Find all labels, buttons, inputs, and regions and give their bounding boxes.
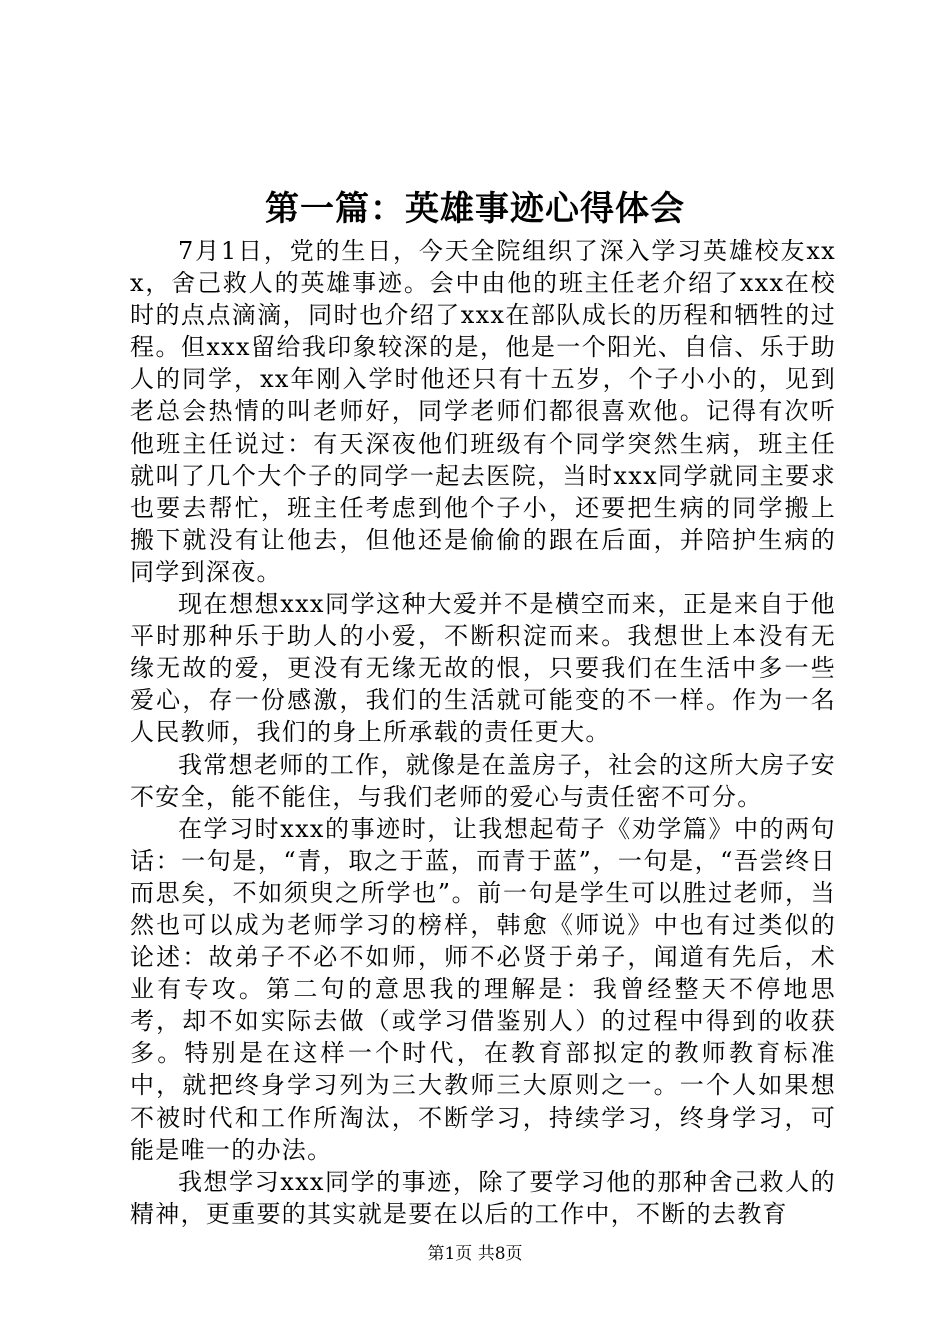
paragraph-3: 我常想老师的工作，就像是在盖房子，社会的这所大房子安不安全，能不能住，与我们老师的爱心与责任密不可分。: [130, 750, 836, 811]
paragraph-1: 7月1日，党的生日，今天全院组织了深入学习英雄校友xxx，舍己救人的英雄事迹。会中由他的班主任老介绍了xxx在校时的点点滴滴，同时也介绍了xxx在部队成长的历程和牺牲的过程。但xxx留给我印象较深的是，他是一个阳光、自信、乐于助人的同学，xx年刚入学时他还只有十五岁，个子小小的，见到老总会热情的叫老师好，同学老师们都很喜欢他。记得有次听他班主任说过：有天深夜他们班级有个同学突然生病，班主任就叫了几个大个子的同学一起去医院，当时xxx同学就同主要求也要去帮忙，班主任考虑到他个子小，还要把生病的同学搬上搬下就没有让他去，但他还是偷偷的跟在后面，并陪护生病的同学到深夜。: [130, 237, 836, 586]
paragraph-4: 在学习时xxx的事迹时，让我想起荀子《劝学篇》中的两句话：一句是，“青，取之于蓝，而青于蓝”，一句是，“吾尝终日而思矣，不如须臾之所学也”。前一句是学生可以胜过老师，当然也可以成为老师学习的榜样，韩愈《师说》中也有过类似的论述：故弟子不必不如师，师不必贤于弟子，闻道有先后，术业有专攻。第二句的意思我的理解是：我曾经整天不停地思考，却不如实际去做（或学习借鉴别人）的过程中得到的收获多。特别是在这样一个时代，在教育部拟定的教师教育标准中，就把终身学习列为三大教师三大原则之一。一个人如果想不被时代和工作所淘汰，不断学习，持续学习，终身学习，可能是唯一的办法。: [130, 814, 836, 1164]
paragraph-2: 现在想想xxx同学这种大爱并不是横空而来，正是来自于他平时那种乐于助人的小爱，不断积淀而来。我想世上本没有无缘无故的爱，更没有无缘无故的恨，只要我们在生活中多一些爱心，存一份感激，我们的生活就可能变的不一样。作为一名人民教师，我们的身上所承载的责任更大。: [130, 590, 836, 747]
document-body: [130, 235, 836, 1230]
page-footer: 第1页 共8页: [427, 1244, 523, 1264]
document-title: 第一篇：英雄事迹心得体会: [265, 189, 685, 229]
paragraph-5: 我想学习xxx同学的事迹，除了要学习他的那种舍己救人的精神，更重要的其实就是要在以后的工作中，不断的去教育: [130, 1167, 836, 1228]
